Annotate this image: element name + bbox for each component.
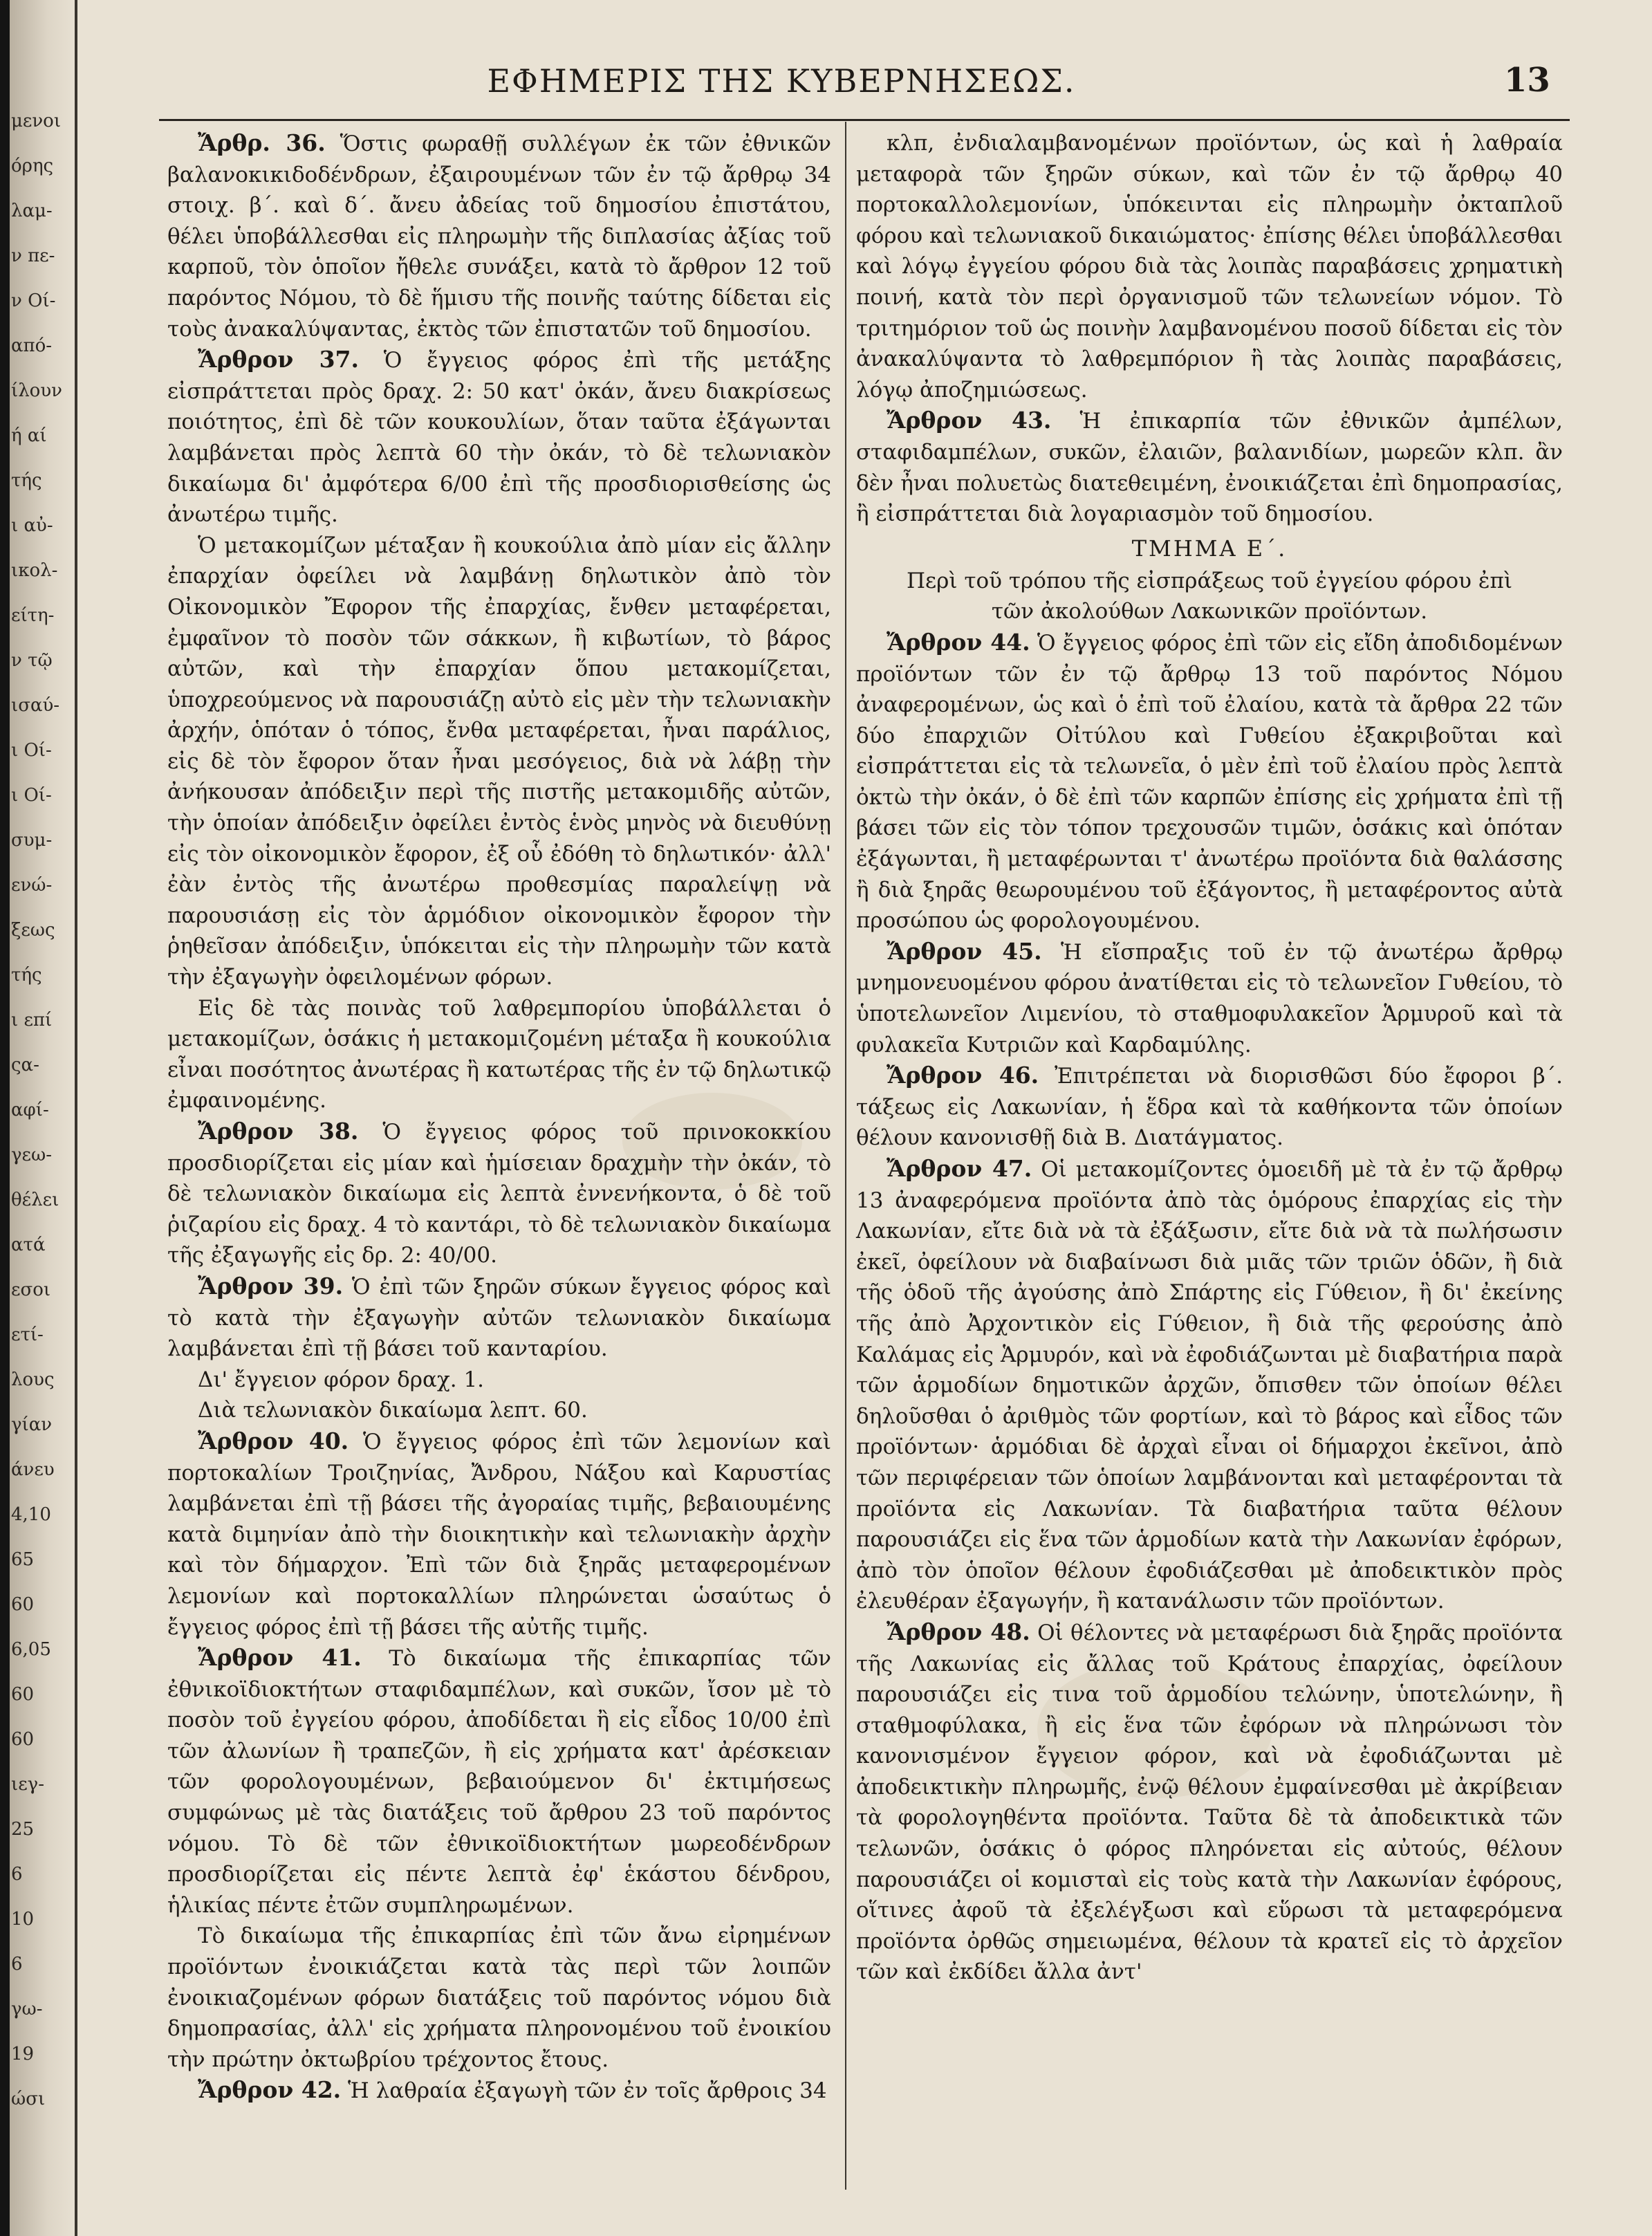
edge-fragment: 25 [11,1819,35,1840]
article-label: Ἄρθρον 42. [198,2076,342,2104]
article-label: Ἄρθρον 47. [887,1155,1032,1182]
edge-fragment: γίαν [11,1414,53,1435]
article-label: Ἄρθρον 40. [198,1427,349,1454]
article-label: Ἄρθρον 45. [887,937,1042,965]
paragraph [167,993,831,1116]
article-paragraph [167,1426,831,1643]
column-divider [845,122,846,2190]
article-text: κλπ, ἐνδιαλαμβανομένων προϊόντων, ὡς καὶ ἡ λαθραία μεταφορὰ τῶν ξηρῶν σύκων, καὶ τῶν ἐν τῷ ἄρθρῳ 40 πορτοκαλλολεμονίων, ὑπόκεινται εἰς πληρωμὴν ὀκταπλοῦ φόρου καὶ τελωνιακοῦ δικαιώματος· ἐπίσης θέλει ὑποβάλλεσθαι καὶ λόγῳ ἐγγείου φόρου διὰ τὰς λοιπὰς παραβάσεις χρηματικὴ ποινή, κατὰ τὸν περὶ ὀργανισμοῦ τῶν τελωνείων νόμον. Τὸ τριτημόριον τοῦ ὡς ποινὴν λαμβανομένου ποσοῦ δίδεται εἰς τὸν ἀνακαλύψαντα τὸ λαθρεμπόριον ἢ τὰς λοιπὰς παραβάσεις, λόγῳ ἀποζημιώσεως. [856,131,1563,403]
article-text: Δι' ἔγγειον φόρον δραχ. 1. [198,1367,485,1392]
edge-fragment: συμ- [11,830,53,851]
article-text: Οἱ θέλοντες νὰ μεταφέρωσι διὰ ξηρᾶς προϊόντα τῆς Λακωνίας εἰς ἄλλας τοῦ Κράτους ἐπαρχίας, ὀφείλουν παρουσιάζει εἰς τινα τοῦ ἁρμοδίου τελώνην, ὑποτελώνην, ἢ σταθμοφύλακα, ἢ εἰς ἕνα τῶν ἐφόρων νὰ πληρώνωσι τὸν κανονισμένον ἔγγειον φόρον, καὶ νὰ ἐφοδιάζωνται μὲ ἀποδεικτικὴν πληρωμῆς, ἐνῷ θέλουν ἐμφαίνεσθαι μὲ ἀκρίβειαν τὰ φορολογηθέντα προϊόντα. Ταῦτα δὲ τὰ ἀποδεικτικὰ τῶν τελωνῶν, ὁσάκις ὁ φόρος πληρόνεται εἰς αὐτούς, θέλουν παρουσιάζει οἱ κομισταὶ εἰς τοὺς κατὰ τὴν Λακωνίαν ἐφόρους, οἵτινες ἀφοῦ τὰ ἐξελέγξωσι καὶ εὕρωσι τὰ μεταφερόμενα προϊόντα ὀρθῶς σημειωμένα, θέλουν τὰ κρατεῖ εἰς τὸ ἀρχεῖον τῶν καὶ ἐκδίδει ἄλλα ἀντ' [856,1620,1563,1985]
article-label: Ἄρθρον 37. [198,346,360,373]
edge-fragment: ενώ- [11,875,53,896]
edge-fragment: ιεγ- [11,1774,44,1795]
article-text: Ἐπιτρέπεται νὰ διορισθῶσι δύο ἔφοροι β΄. τάξεως εἰς Λακωνίαν, ἡ ἕδρα καὶ τὰ καθήκοντα τῶν ὁποίων θέλουν κανονισθῇ διὰ Β. Διατάγματος. [856,1064,1563,1151]
edge-fragment: θέλει [11,1190,59,1210]
edge-fragment: 60 [11,1594,35,1615]
article-label: Ἄρθρον 39. [198,1272,344,1300]
right-column-before-section [856,128,1563,530]
article-text: Ὅστις φωραθῇ συλλέγων ἐκ τῶν ἐθνικῶν βαλανοκικιδοδένδρων, ἐξαιρουμένων τῶν ἐν τῷ ἄρθρῳ 34 στοιχ. β΄. καὶ δ΄. ἄνευ ἀδείας τοῦ δημοσίου ἐπιστάτου, θέλει ὑποβάλλεσθαι εἰς πληρωμὴν τῆς διπλασίας ἀξίας τοῦ καρποῦ, τὸν ὁποῖον ἤθελε συνάξει, κατὰ τὸ ἄρθρον 12 τοῦ παρόντος Νόμου, τὸ δὲ ἥμισυ τῆς ποινῆς ταύτης δίδεται εἰς τοὺς ἀνακαλύψαντας, ἐκτὸς τῶν ἐπιστατῶν τοῦ δημοσίου. [167,131,832,342]
section-subtitle-line-1: Περὶ τοῦ τρόπου τῆς εἰσπράξεως τοῦ ἐγγείου φόρου ἐπὶ [907,568,1512,593]
edge-fragment: είτη- [11,605,55,626]
edge-fragment: ςα- [11,1055,39,1075]
edge-fragment: 19 [11,2044,35,2064]
article-paragraph [167,2075,831,2107]
article-label: Ἄρθρ. 36. [198,129,326,156]
edge-fragment: ν τῷ [11,650,53,671]
edge-fragment: όρης [11,156,54,176]
article-label: Ἄρθρον 38. [198,1118,359,1145]
article-paragraph [167,1271,831,1365]
edge-fragment: ατά [11,1235,46,1255]
edge-fragment: 4,10 [11,1504,51,1525]
left-column [167,128,831,2107]
page-number: 13 [1504,61,1550,100]
header-rule [159,119,1570,121]
paragraph [167,530,831,993]
article-paragraph [856,405,1563,529]
article-text: Τὸ δικαίωμα τῆς ἐπικαρπίας τῶν ἐθνικοϊδιοκτήτων σταφιδαμπέλων, καὶ συκῶν, ἴσον μὲ τὸ ποσὸν τοῦ ἐγγείου φόρου, ἀποδίδεται ἢ εἰς εἶδος 10/00 ἐπὶ τῶν ἀλωνίων ἢ τραπεζῶν, ἢ εἰς χρήματα κατ' ἀρέσκειαν τῶν φορολογουμένων, βεβαιούμενον δι' ἐκτιμήσεως συμφώνως μὲ τὰς διατάξεις τοῦ ἄρθρου 23 τοῦ παρόντος νόμου. Τὸ δὲ τῶν ἐθνικοϊδιοκτήτων μωρεοδένδρων προσδιορίζεται εἰς πέντε λεπτὰ ἐφ' ἑκάστου δένδρου, ἡλικίας πέντε ἐτῶν συμπληρωμένων. [167,1646,832,1918]
edge-fragment: 60 [11,1684,35,1705]
article-paragraph [856,1617,1563,1988]
article-text: Ἡ λαθραία ἐξαγωγὴ τῶν ἐν τοῖς ἄρθροις 34 [348,2078,827,2104]
article-paragraph [856,1060,1563,1154]
article-text: Ὁ ἔγγειος φόρος τοῦ πρινοκοκκίου προσδιορίζεται εἰς μίαν καὶ ἡμίσειαν δραχμὴν τὴν ὀκάν, τὸ δὲ τελωνιακὸν δικαίωμα εἰς λεπτὰ ἐννενήκοντα, ὁ δὲ τοῦ ῥιζαρίου εἰς δραχ. 4 τὸ καντάρι, τὸ δὲ τελωνιακὸν δικαίωμα τῆς ἐξαγωγῆς εἰς δρ. 2: 40/00. [167,1120,832,1268]
edge-fragment: ικολ- [11,560,58,581]
article-paragraph [856,1154,1563,1617]
right-column-after-section [856,627,1563,1988]
article-text: Ὁ μετακομίζων μέταξαν ἢ κουκούλια ἀπὸ μίαν εἰς ἄλλην ἐπαρχίαν ὀφείλει νὰ λαμβάνῃ δηλωτικὸν ἀπὸ τὸν Οἰκονομικὸν Ἔφορον τῆς ἐπαρχίας, ἔνθεν μεταφέρεται, ἐμφαῖνον τὸ ποσὸν τῶν σάκκων, ἢ κιβωτίων, τὸ βάρος αὐτῶν, καὶ τὴν ἐπαρχίαν ὅπου μετακομίζεται, ὑποχρεούμενος νὰ παρουσιάζῃ αὐτὸ εἰς μὲν τὴν τελωνιακὴν ἀρχήν, ὁπόταν ὁ τόπος, ἔνθα μεταφέρεται, ἦναι παράλιος, εἰς δὲ τὸν ἔφορον ὅταν ἦναι μεσόγειος, διὰ νὰ λάβῃ τὴν ἀνήκουσαν ἀπόδειξιν περὶ τῆς πιστῆς μετακομιδῆς αὐτῶν, τὴν ὁποίαν ἀπόδειξιν ὀφείλει ἐντὸς ἑνὸς μηνὸς νὰ διευθύνῃ εἰς τὸν οἰκονομικὸν ἔφορον, ἐξ οὗ ἐδόθη τὸ δηλωτικόν· ἀλλ' ἐὰν ἐντὸς τῆς ἀνωτέρω προθεσμίας παραλείψῃ νὰ παρουσιάσῃ εἰς τὸν ἁρμόδιον οἰκονομικὸν ἔφορον τὴν ῥηθεῖσαν ἀπόδειξιν, ὑπόκειται εἰς τὴν πληρωμὴν τῶν κατὰ τὴν ἐξαγωγὴν ὀφειλομένων φόρων. [167,533,831,990]
paragraph [167,1395,831,1426]
right-column [856,128,1563,1988]
article-paragraph [856,936,1563,1060]
edge-fragment: γω- [11,1999,43,2020]
article-paragraph [167,1116,831,1271]
running-head: ΕΦΗΜΕΡΙΣ ΤΗΣ ΚΥΒΕΡΝΗΣΕΩΣ. [487,62,1076,100]
article-text: Ἡ ἐπικαρπία τῶν ἐθνικῶν ἀμπέλων, σταφιδαμπέλων, συκῶν, ἐλαιῶν, βαλανιδίων, μωρεῶν κλπ. ἂν δὲν ἦναι πολυετὼς διατεθειμένη, ἐνοικιάζεται ἐπὶ δημοπρασίας, ἢ εἰσπράττεται διὰ λογαριασμὸν τοῦ δημοσίου. [856,409,1563,527]
article-paragraph [167,1643,831,1921]
article-label: Ἄρθρον 43. [887,407,1052,434]
edge-fragment: λους [11,1369,55,1390]
paragraph [167,1921,831,2075]
edge-fragment: λαμ- [11,201,53,221]
edge-fragment: 10 [11,1909,35,1930]
edge-fragment: τής [11,470,42,491]
edge-fragment: από- [11,335,53,356]
edge-fragment: άνευ [11,1459,55,1480]
edge-fragment: ή αί [11,425,47,446]
book-binding [0,0,10,2236]
edge-fragment: ώσι [11,2089,46,2109]
edge-fragment: 65 [11,1549,35,1570]
edge-fragment: ι Οί- [11,740,52,761]
edge-fragment: ι επί [11,1010,53,1031]
edge-fragment: ισαύ- [11,695,60,716]
edge-fragment: ν Οί- [11,290,56,311]
article-text: Εἰς δὲ τὰς ποινὰς τοῦ λαθρεμπορίου ὑποβάλλεται ὁ μετακομίζων, ὁσάκις ἡ μετακομιζομένη μέταξα ἢ κουκούλια εἶναι ποσότητος ἀνωτέρας ἢ κατωτέρας τῆς ἐν τῷ δηλωτικῷ ἐμφαινομένης. [167,995,831,1114]
edge-fragment: 60 [11,1729,35,1750]
section-subtitle-line-2: τῶν ἀκολούθων Λακωνικῶν προϊόντων. [991,599,1428,625]
edge-fragment: 6,05 [11,1639,51,1660]
article-paragraph [167,128,831,344]
paragraph [167,1365,831,1396]
edge-fragment: μενοι [11,111,62,131]
article-paragraph [167,344,831,530]
article-label: Ἄρθρον 46. [887,1062,1039,1089]
article-text: Οἱ μετακομίζοντες ὁμοειδῆ μὲ τὰ ἐν τῷ ἄρθρῳ 13 ἀναφερόμενα προϊόντα ἀπὸ τὰς ὁμόρους ἐπαρχίας εἰς τὴν Λακωνίαν, εἴτε διὰ νὰ τὰ ἐξάξωσιν, εἴτε διὰ νὰ τὰ πωλήσωσιν ἐκεῖ, ὀφείλουν νὰ διαβαίνωσι διὰ μιᾶς τῶν τριῶν ὁδῶν, ἢ διὰ τῆς ὁδοῦ τῆς ἀγούσης ἀπὸ Σπάρτης εἰς Γύθειον, ἢ δι' ἐκείνης τῆς ἀπὸ Ἀρχοντικὸν εἰς Γύθειον, ἢ διὰ τῆς φερούσης ἀπὸ Καλάμας εἰς Ἁρμυρόν, καὶ νὰ ἐφοδιάζωνται μὲ διαβατήρια παρὰ τῶν ἁρμοδίων δημοτικῶν ἀρχῶν, ὄπισθεν τῶν ὁποίων θέλει δηλοῦσθαι ὁ ἀριθμὸς τῶν φορτίων, καὶ τὸ βάρος καὶ εἶδος τῶν προϊόντων· ἁρμόδιαι δὲ ἀρχαὶ εἶναι οἱ δήμαρχοι ἐκεῖνοι, ἀπὸ τῶν περιφέρειαν τῶν ὁποίων λαμβάνονται καὶ μεταφέρονται τὰ προϊόντα εἰς Λακωνίαν. Τὰ διαβατήρια ταῦτα θέλουν παρουσιάζει εἰς ἕνα τῶν ἁρμοδίων κατὰ τὴν Λακωνίαν ἐφόρων, ἀπὸ τὸν ὁποῖον θέλουν ἐφοδιάζεσθαι μὲ ἀποδεικτικὸν πρὸς ἐλευθέραν ἐξαγωγήν, ἢ κατανάλωσιν τῶν προϊόντων. [856,1157,1563,1614]
edge-fragment: ίλουν [11,380,62,401]
edge-fragment: ν πε- [11,246,55,266]
edge-fragment: ι αὐ- [11,515,53,536]
article-label: Ἄρθρον 48. [887,1618,1030,1645]
edge-fragment: αφί- [11,1100,49,1120]
paragraph [856,128,1563,405]
article-label: Ἄρθρον 41. [198,1644,362,1672]
edge-fragment: εσοι [11,1279,51,1300]
edge-fragment: 6 [11,1954,23,1975]
edge-fragment: 6 [11,1864,23,1885]
article-text: Ἡ εἴσπραξις τοῦ ἐν τῷ ἀνωτέρω ἄρθρῳ μνημονευομένου φόρου ἀνατίθεται εἰς τὸ τελωνεῖον Γυθείου, τὸ ὑποτελωνεῖον Λιμενίου, τὸ σταθμοφυλακεῖον Ἁρμυροῦ καὶ τὰ φυλακεῖα Κυτριῶν καὶ Καρδαμύλης. [856,939,1563,1057]
article-text: Ὁ ἔγγειος φόρος ἐπὶ τῶν λεμονίων καὶ πορτοκαλίων Τροιζηνίας, Ἄνδρου, Νάξου καὶ Καρυστίας λαμβάνεται ἐπὶ τῇ βάσει τῆς ἀγοραίας τιμῆς, βεβαιουμένης κατὰ διμηνίαν ἀπὸ τὴν διοικητικὴν καὶ τελωνιακὴν ἀρχὴν καὶ τὸν δήμαρχον. Ἐπὶ τῶν διὰ ξηρᾶς μεταφερομένων λεμονίων καὶ πορτοκαλλίων πληρώνεται ὡσαύτως ὁ ἔγγειος φόρος ἐπὶ τῇ βάσει τῆς αὐτῆς τιμῆς. [167,1429,831,1640]
article-paragraph [856,627,1563,936]
article-text: Τὸ δικαίωμα τῆς ἐπικαρπίας ἐπὶ τῶν ἄνω εἰρημένων προϊόντων ἐνοικιάζεται κατὰ τὰς περὶ τῶν λοιπῶν ἐνοικιαζομένων φόρων διατάξεις τοῦ παρόντος νόμου διὰ δημοπρασίας, ἀλλ' εἰς χρήματα πληρονομένου τοῦ ἐνοικίου τὴν πρώτην ὀκτωβρίου τρέχοντος ἔτους. [167,1923,831,2072]
article-label: Ἄρθρον 44. [887,628,1030,656]
facing-page-edge [11,111,73,2151]
edge-fragment: ι Οί- [11,785,52,806]
edge-fragment: τής [11,965,42,986]
article-text: Ὁ ἔγγειος φόρος ἐπὶ τῆς μετάξης εἰσπράττεται πρὸς δραχ. 2: 50 κατ' ὀκάν, ἄνευ διακρίσεως ποιότητος, ἐπὶ δὲ τῶν κουκουλίων, ὅταν ταῦτα ἐξάγωνται λαμβάνεται πρὸς λεπτὰ 60 τὴν ὀκάν, τὸ δὲ τελωνιακὸν δικαίωμα δι' ἀμφότερα 6/00 ἐπὶ τῆς προσδιορισθείσης ὡς ἀνωτέρω τιμῆς. [167,348,832,528]
article-text: Ὁ ἔγγειος φόρος ἐπὶ τῶν εἰς εἴδη ἀποδιδομένων προϊόντων τῶν ἐν τῷ ἄρθρῳ 13 τοῦ παρόντος Νόμου ἀναφερομένων, ὡς καὶ ὁ ἐπὶ τοῦ ἐλαίου, κατὰ τὰ ἄρθρα 22 τῶν δύο ἐπαρχιῶν Οἰτύλου καὶ Γυθείου ἐξακριβοῦται καὶ εἰσπράττεται εἰς τὰ τελωνεῖα, ὁ μὲν ἐπὶ τοῦ ἐλαίου πρὸς λεπτὰ ὀκτὼ τὴν ὀκάν, ὁ δὲ ἐπὶ τῶν καρπῶν ἐπίσης εἰς χρήματα ἐπὶ τῇ βάσει τῶν εἰς τὸν τόπον τρεχουσῶν τιμῶν, ὁσάκις καὶ ὁπόταν ἐξάγωνται, ἢ μεταφέρωνται τ' ἀνωτέρω προϊόντα διὰ θαλάσσης ἢ διὰ ξηρᾶς θεωρουμένου τοῦ ἐξάγοντος, ἢ μεταφέροντος αὐτὰ προσώπου ὡς φορολογουμένου. [856,630,1563,934]
edge-fragment: γεω- [11,1145,52,1165]
page-fold-line [75,0,77,2236]
article-text: Διὰ τελωνιακὸν δικαίωμα λεπτ. 60. [198,1398,588,1423]
article-text: Ὁ ἐπὶ τῶν ξηρῶν σύκων ἔγγειος φόρος καὶ τὸ κατὰ τὴν ἐξαγωγὴν αὐτῶν τελωνιακὸν δικαίωμα λαμβάνεται ἐπὶ τῇ βάσει τοῦ κανταρίου. [167,1274,831,1362]
section-title: ΤΜΗΜΑ Ε΄. [1131,535,1288,562]
edge-fragment: ξεως [11,920,55,941]
edge-fragment: ετί- [11,1324,44,1345]
